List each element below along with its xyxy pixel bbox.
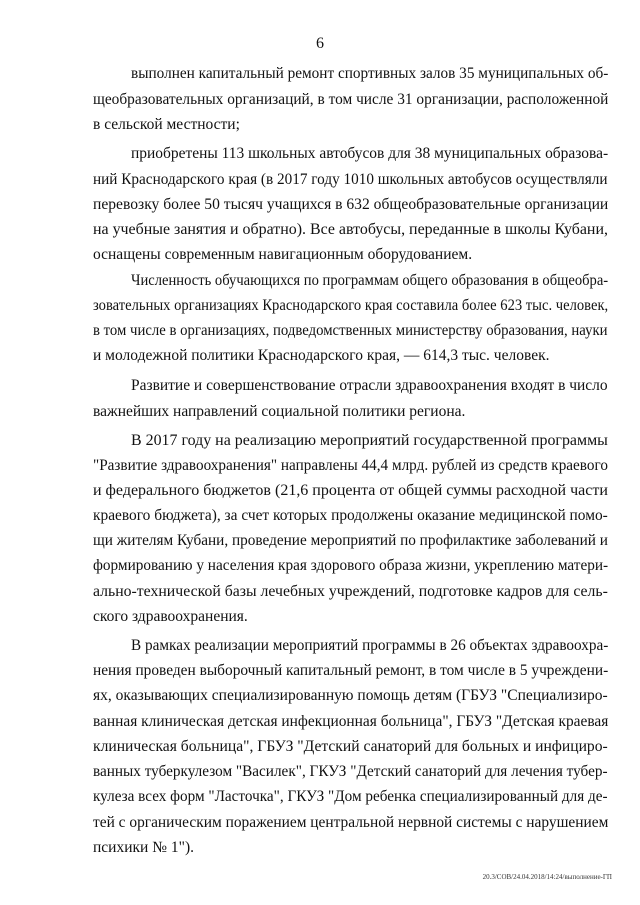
text-line: клиническая больница", ГБУЗ "Детский санаторий для больных и инфициро-	[93, 738, 608, 755]
text-line: ях, оказывающих специализированную помощь детям (ГБУЗ "Специализиро-	[93, 687, 608, 704]
footer-note: 20.3/СОВ/24.04.2018/14:24/выполнение-ГП	[482, 873, 612, 881]
text-line: кулеза всех форм "Ласточка", ГКУЗ "Дом ребенка специализированный для де-	[93, 788, 608, 805]
text-line: "Развитие здравоохранения" направлены 44,4 млрд. рублей из средств краевого	[93, 457, 608, 474]
text-line: щеобразовательных организаций, в том числе 31 организации, расположенной	[93, 91, 609, 108]
text-line: тей с органическим поражением центральной нервной системы с нарушением	[93, 814, 609, 831]
text-line: щи жителям Кубани, проведение мероприятий по профилактике заболеваний и	[93, 532, 608, 549]
text-line: приобретены 113 школьных автобусов для 38 муниципальных образова-	[131, 145, 609, 162]
page-number: 6	[316, 35, 324, 52]
text-line: выполнен капитальный ремонт спортивных залов 35 муниципальных об-	[131, 65, 609, 82]
text-line: нения проведен выборочный капитальный ремонт, в том числе в 5 учреждени-	[93, 662, 609, 679]
text-line: и молодежной политики Краснодарского края, — 614,3 тыс. человек.	[93, 347, 550, 364]
text-line: в сельской местности;	[93, 116, 240, 133]
text-line: важнейших направлений социальной политики региона.	[93, 403, 466, 420]
text-line: ально-технической базы лечебных учреждений, подготовке кадров для сель-	[93, 583, 608, 600]
text-line: краевого бюджета), за счет которых продолжены оказание медицинской помо-	[93, 507, 608, 524]
text-line: на учебные занятия и обратно). Все автобусы, переданные в школы Кубани,	[93, 221, 608, 238]
text-line: психики № 1").	[93, 839, 194, 856]
text-line: ванных туберкулезом "Василек", ГКУЗ "Детский санаторий для лечения тубер-	[93, 763, 608, 780]
text-line: В рамках реализации мероприятий программы в 26 объектах здравоохра-	[131, 637, 609, 654]
text-line: и федерального бюджетов (21,6 процента от общей суммы расходной части	[93, 482, 608, 499]
text-line: ванная клиническая детская инфекционная больница", ГБУЗ "Детская краевая	[93, 713, 609, 730]
text-line: ний Краснодарского края (в 2017 году 1010 школьных автобусов осуществляли	[93, 171, 608, 188]
text-line: ского здравоохранения.	[93, 608, 248, 625]
text-line: Численность обучающихся по программам общего образования в общеобра-	[131, 272, 609, 289]
text-line: формированию у населения края здорового образа жизни, укреплению матери-	[93, 557, 609, 574]
text-line: перевозку более 50 тысяч учащихся в 632 общеобразовательные организации	[93, 196, 609, 213]
text-line: в том числе в организациях, подведомственных министерству образования, науки	[93, 322, 608, 339]
text-line: оснащены современным навигационным оборудованием.	[93, 246, 473, 263]
text-line: зовательных организациях Краснодарского края составила более 623 тыс. человек,	[93, 297, 609, 314]
text-line: В 2017 году на реализацию мероприятий государственной программы	[131, 432, 608, 449]
text-line: Развитие и совершенствование отрасли здравоохранения входят в число	[131, 377, 608, 394]
